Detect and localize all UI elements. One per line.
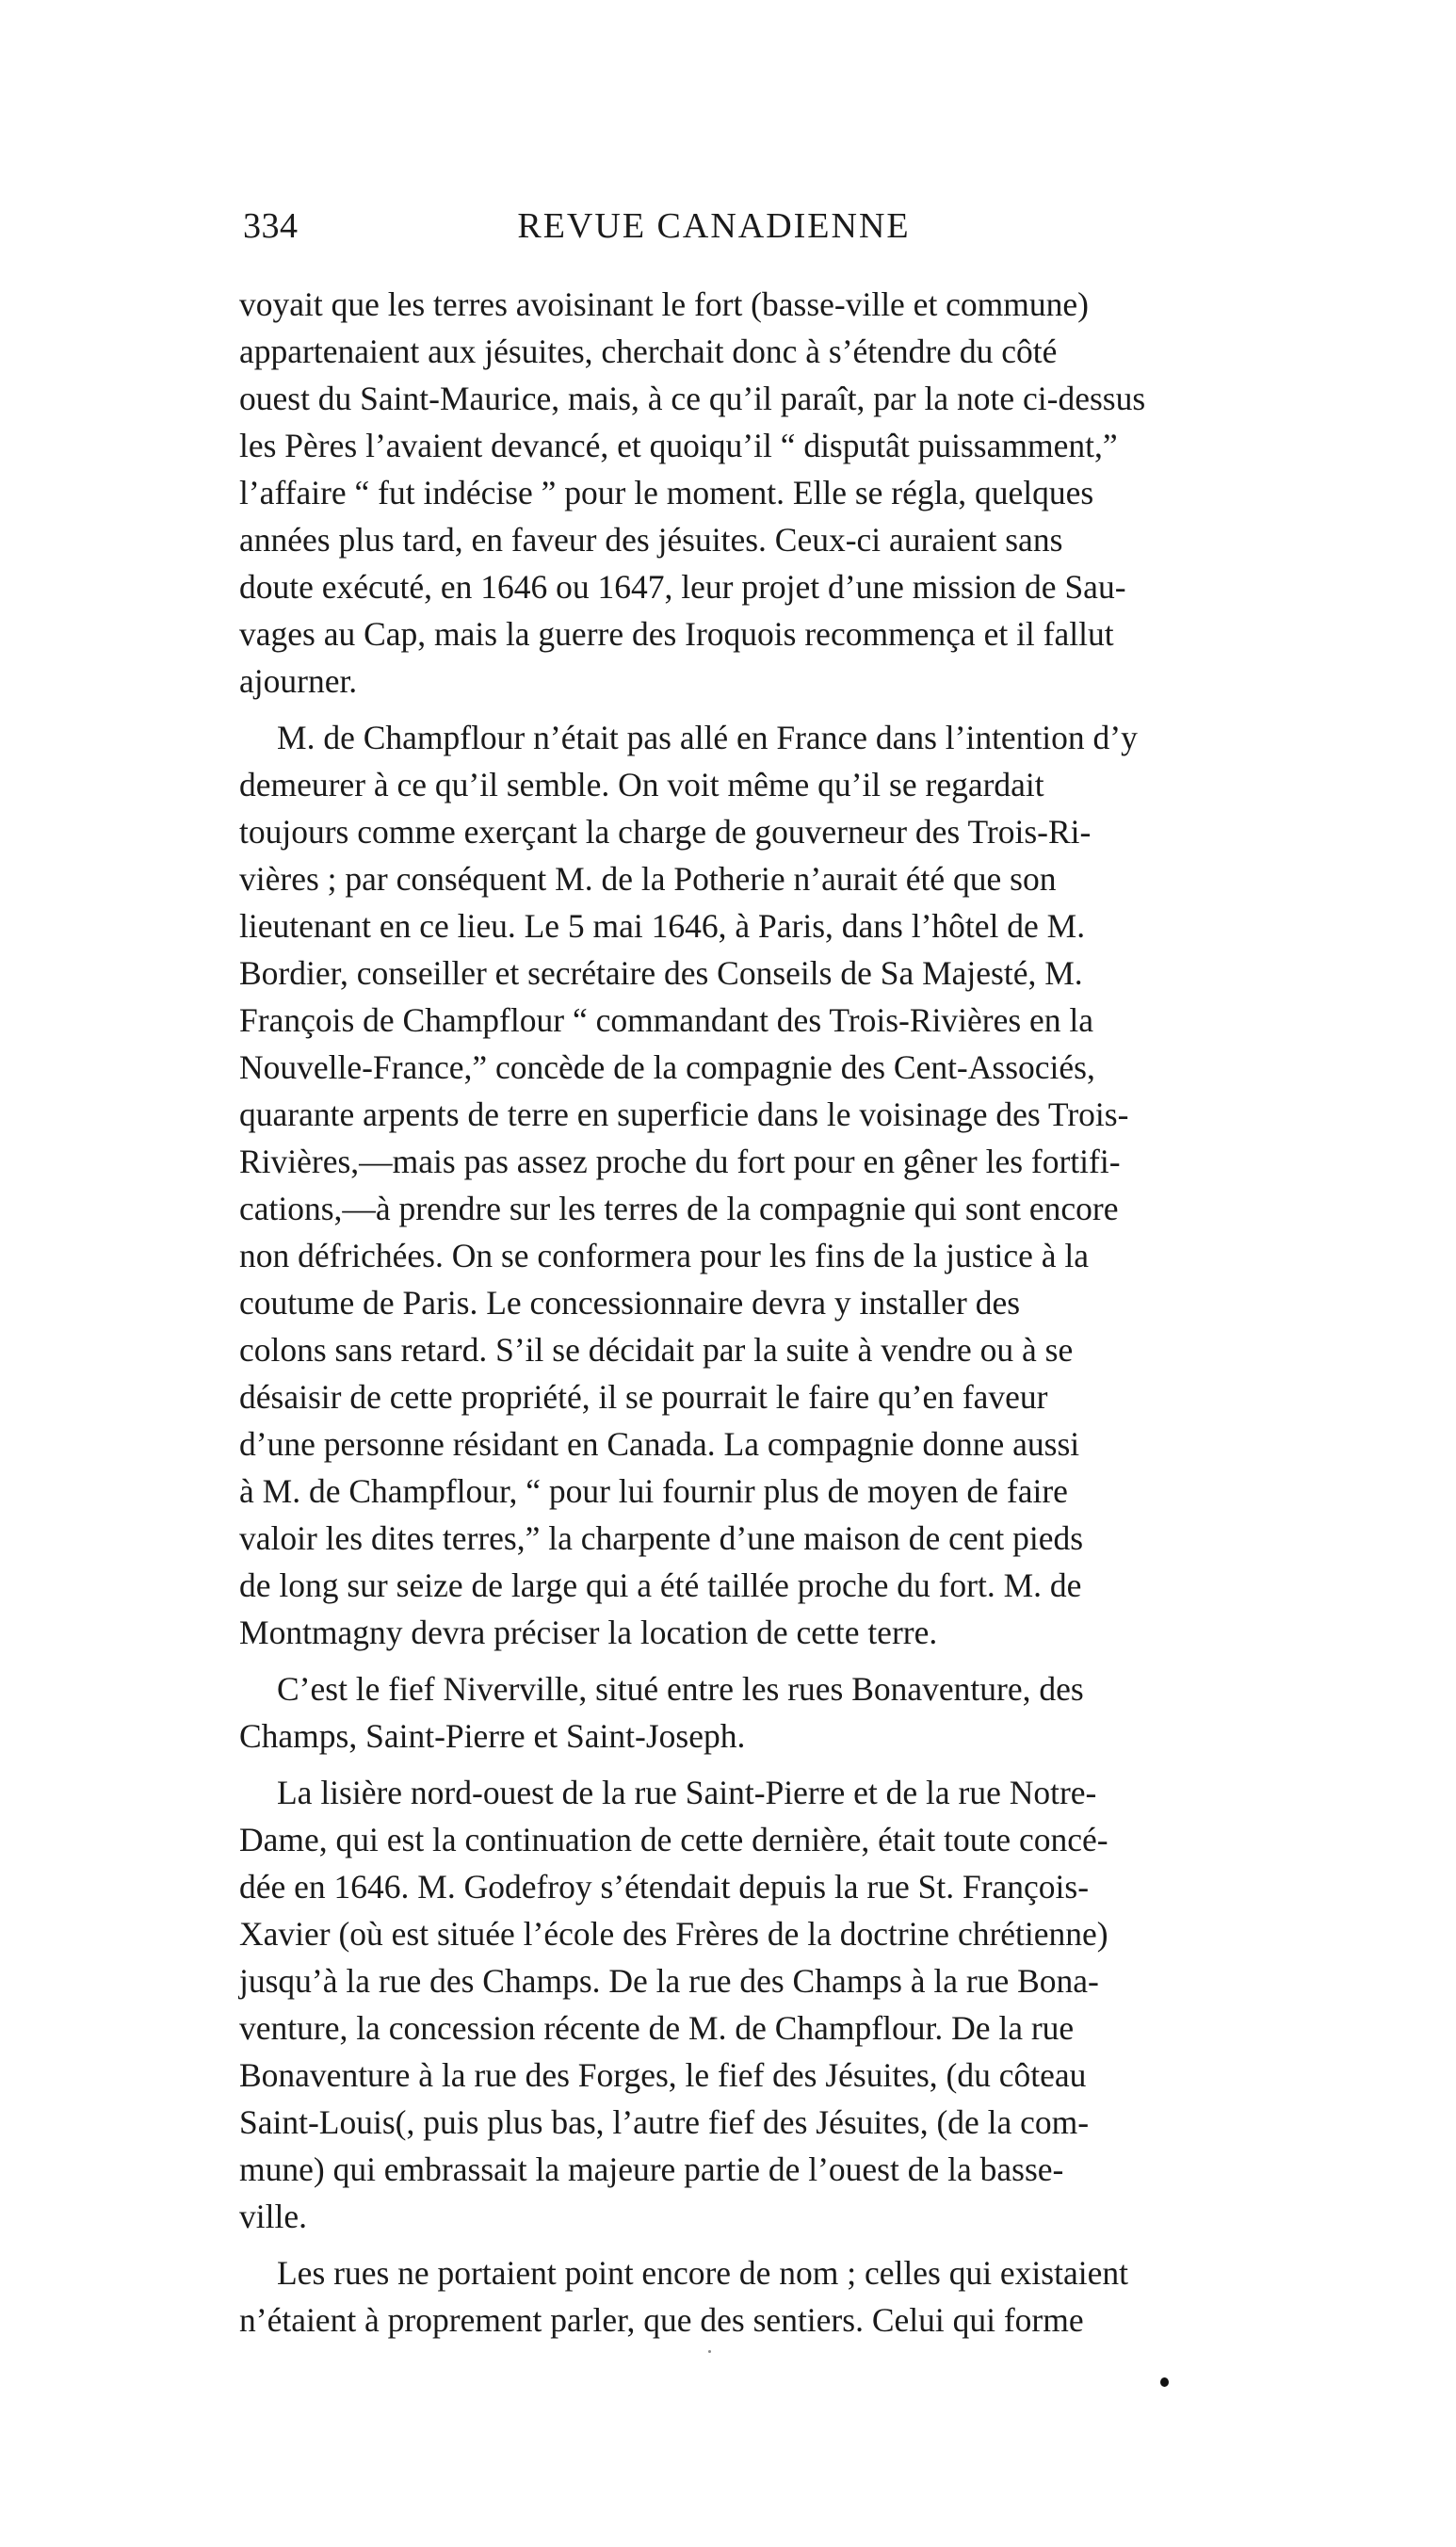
text-line: lieutenant en ce lieu. Le 5 mai 1646, à Paris, dans l’hôtel de M. xyxy=(239,907,1086,945)
text-line: désaisir de cette propriété, il se pourrait le faire qu’en faveur xyxy=(239,1378,1048,1416)
text-line: les Pères l’avaient devancé, et quoiqu’il “ disputât puissamment,” xyxy=(239,427,1118,464)
text-line: vières ; par conséquent M. de la Potherie n’aurait été que son xyxy=(239,860,1057,898)
text-line: voyait que les terres avoisinant le fort (basse-ville et commune) xyxy=(239,285,1089,323)
paragraph xyxy=(239,1665,1362,1760)
text-line: années plus tard, en faveur des jésuites. Ceux-ci auraient sans xyxy=(239,521,1063,559)
text-line: Bordier, conseiller et secrétaire des Conseils de Sa Majesté, M. xyxy=(239,954,1083,992)
text-line: Rivières,—mais pas assez proche du fort pour en gêner les fortifi- xyxy=(239,1143,1121,1180)
text-line: C’est le fief Niverville, situé entre les rues Bonaventure, des xyxy=(277,1670,1084,1708)
text-line: de long sur seize de large qui a été taillée proche du fort. M. de xyxy=(239,1566,1082,1604)
paragraph xyxy=(239,281,1362,705)
text-line: François de Champflour “ commandant des Trois-Rivières en la xyxy=(239,1001,1094,1039)
text-line: Dame, qui est la continuation de cette dernière, était toute concé- xyxy=(239,1821,1108,1858)
paragraph xyxy=(239,2249,1362,2344)
text-line: La lisière nord-ouest de la rue Saint-Pierre et de la rue Notre- xyxy=(277,1774,1097,1811)
text-line: demeurer à ce qu’il semble. On voit même qu’il se regardait xyxy=(239,766,1044,803)
text-line: colons sans retard. S’il se décidait par la suite à vendre ou à se xyxy=(239,1331,1074,1369)
paragraph xyxy=(239,714,1362,1656)
ink-speck xyxy=(708,2350,711,2353)
text-line: coutume de Paris. Le concessionnaire devra y installer des xyxy=(239,1284,1021,1322)
text-line: mune) qui embrassait la majeure partie de l’ouest de la basse- xyxy=(239,2150,1064,2188)
text-line: Champs, Saint-Pierre et Saint-Joseph. xyxy=(239,1717,746,1755)
text-line: d’une personne résidant en Canada. La compagnie donne aussi xyxy=(239,1425,1080,1463)
text-line: Les rues ne portaient point encore de nom ; celles qui existaient xyxy=(277,2254,1128,2292)
text-line: Saint-Louis(, puis plus bas, l’autre fief des Jésuites, (de la com- xyxy=(239,2103,1090,2141)
page-header xyxy=(243,205,1185,262)
text-line: Nouvelle-France,” concède de la compagnie des Cent-Associés, xyxy=(239,1048,1095,1086)
text-line: valoir les dites terres,” la charpente d’une maison de cent pieds xyxy=(239,1519,1084,1557)
page-number: 334 xyxy=(243,206,299,246)
text-line: M. de Champflour n’était pas allé en France dans l’intention d’y xyxy=(277,719,1138,756)
text-line: venture, la concession récente de M. de Champflour. De la rue xyxy=(239,2009,1075,2047)
text-line: n’étaient à proprement parler, que des sentiers. Celui qui forme xyxy=(239,2301,1084,2339)
body-text xyxy=(239,281,1362,2344)
text-line: toujours comme exerçant la charge de gouverneur des Trois-Ri- xyxy=(239,813,1092,851)
text-line: cations,—à prendre sur les terres de la compagnie qui sont encore xyxy=(239,1190,1119,1227)
paragraph xyxy=(239,1769,1362,2240)
ink-speck xyxy=(1160,2377,1169,2387)
text-line: Xavier (où est située l’école des Frères de la doctrine chrétienne) xyxy=(239,1915,1108,1953)
text-line: Montmagny devra préciser la location de cette terre. xyxy=(239,1614,938,1651)
text-line: doute exécuté, en 1646 ou 1647, leur projet d’une mission de Sau- xyxy=(239,568,1126,606)
text-line: Bonaventure à la rue des Forges, le fief des Jésuites, (du côteau xyxy=(239,2056,1087,2094)
text-line: jusqu’à la rue des Champs. De la rue des Champs à la rue Bona- xyxy=(239,1962,1099,2000)
text-line: à M. de Champflour, “ pour lui fournir plus de moyen de faire xyxy=(239,1472,1068,1510)
text-line: non défrichées. On se conformera pour les fins de la justice à la xyxy=(239,1237,1089,1274)
text-line: vages au Cap, mais la guerre des Iroquois recommença et il fallut xyxy=(239,615,1114,653)
text-line: quarante arpents de terre en superficie dans le voisinage des Trois- xyxy=(239,1095,1129,1133)
text-line: ouest du Saint-Maurice, mais, à ce qu’il paraît, par la note ci-dessus xyxy=(239,380,1146,417)
text-line: appartenaient aux jésuites, cherchait donc à s’étendre du côté xyxy=(239,333,1058,370)
text-line: ville. xyxy=(239,2198,307,2235)
running-title: REVUE CANADIENNE xyxy=(517,206,911,246)
text-line: ajourner. xyxy=(239,662,358,700)
text-line: dée en 1646. M. Godefroy s’étendait depuis la rue St. François- xyxy=(239,1868,1090,1906)
text-line: l’affaire “ fut indécise ” pour le moment. Elle se régla, quelques xyxy=(239,474,1094,511)
